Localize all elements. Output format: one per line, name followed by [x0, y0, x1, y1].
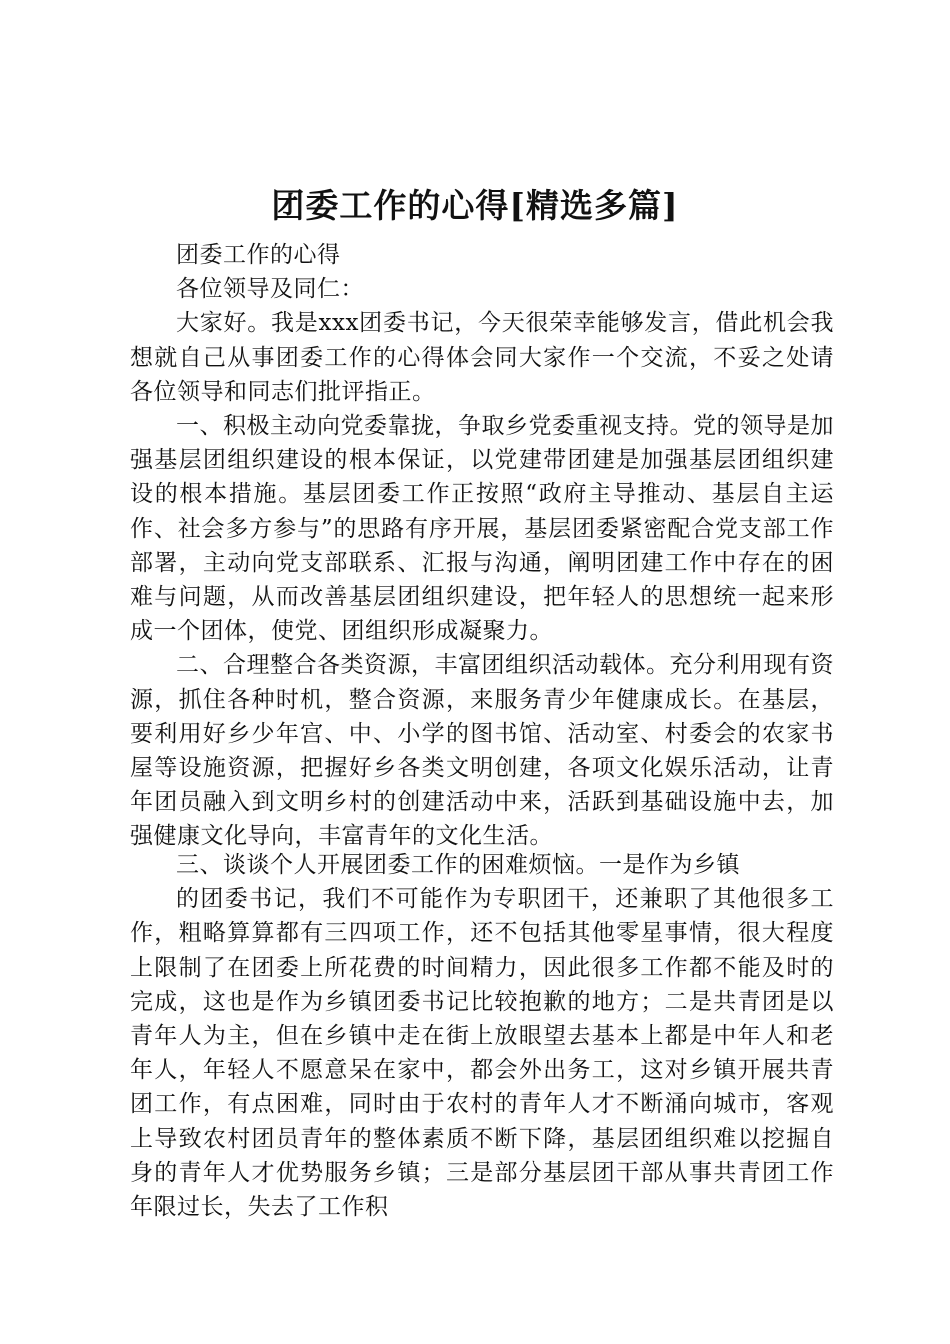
paragraph-greeting: 大家好。我是xxx团委书记，今天很荣幸能够发言，借此机会我想就自己从事团委工作的心得体会同大家作一个交流，不妥之处请各位领导和同志们批评指正。	[130, 310, 834, 405]
body-section-top	[130, 238, 834, 854]
body-section-bottom	[130, 848, 834, 1224]
paragraph-section-three-body: 的团委书记，我们不可能作为专职团干，还兼职了其他很多工作，粗略算算都有三四项工作，还不包括其他零星事情，很大程度上限制了在团委上所花费的时间精力，因此很多工作都不能及时的完成，这也是作为乡镇团委书记比较抱歉的地方；二是共青团是以青年人为主，但在乡镇中走在街上放眼望去基本上都是中年人和老年人，年轻人不愿意呆在家中，都会外出务工，这对乡镇开展共青团工作，有点困难，同时由于农村的青年人才不断涌向城市，客观上导致农村团员青年的整体素质不断下降，基层团组织难以挖掘自身的青年人才优势服务乡镇；三是部分基层团干部从事共青团工作年限过长，失去了工作积	[130, 886, 834, 1221]
paragraph-section-one: 一、积极主动向党委靠拢，争取乡党委重视支持。党的领导是加强基层团组织建设的根本保证，以党建带团建是加强基层团组织建设的根本措施。基层团委工作正按照“政府主导推动、基层自主运作、社会多方参与”的思路有序开展，基层团委紧密配合党支部工作部署，主动向党支部联系、汇报与沟通，阐明团建工作中存在的困难与问题，从而改善基层团组织建设，把年轻人的思想统一起来形成一个团体，使党、团组织形成凝聚力。	[130, 413, 834, 645]
paragraph-section-two: 二、合理整合各类资源，丰富团组织活动载体。充分利用现有资源，抓住各种时机，整合资源，来服务青少年健康成长。在基层，要利用好乡少年宫、中、小学的图书馆、活动室、村委会的农家书屋等设施资源，把握好乡各类文明创建，各项文化娱乐活动，让青年团员融入到文明乡村的创建活动中来，活跃到基础设施中去，加强健康文化导向，丰富青年的文化生活。	[130, 652, 834, 850]
document-title: 团委工作的心得[精选多篇]	[271, 186, 679, 225]
paragraph-subtitle: 团委工作的心得	[176, 242, 341, 268]
paragraph-section-three-heading: 三、谈谈个人开展团委工作的困难烦恼。一是作为乡镇	[176, 852, 740, 878]
paragraph-salutation: 各位领导及同仁：	[176, 276, 364, 303]
